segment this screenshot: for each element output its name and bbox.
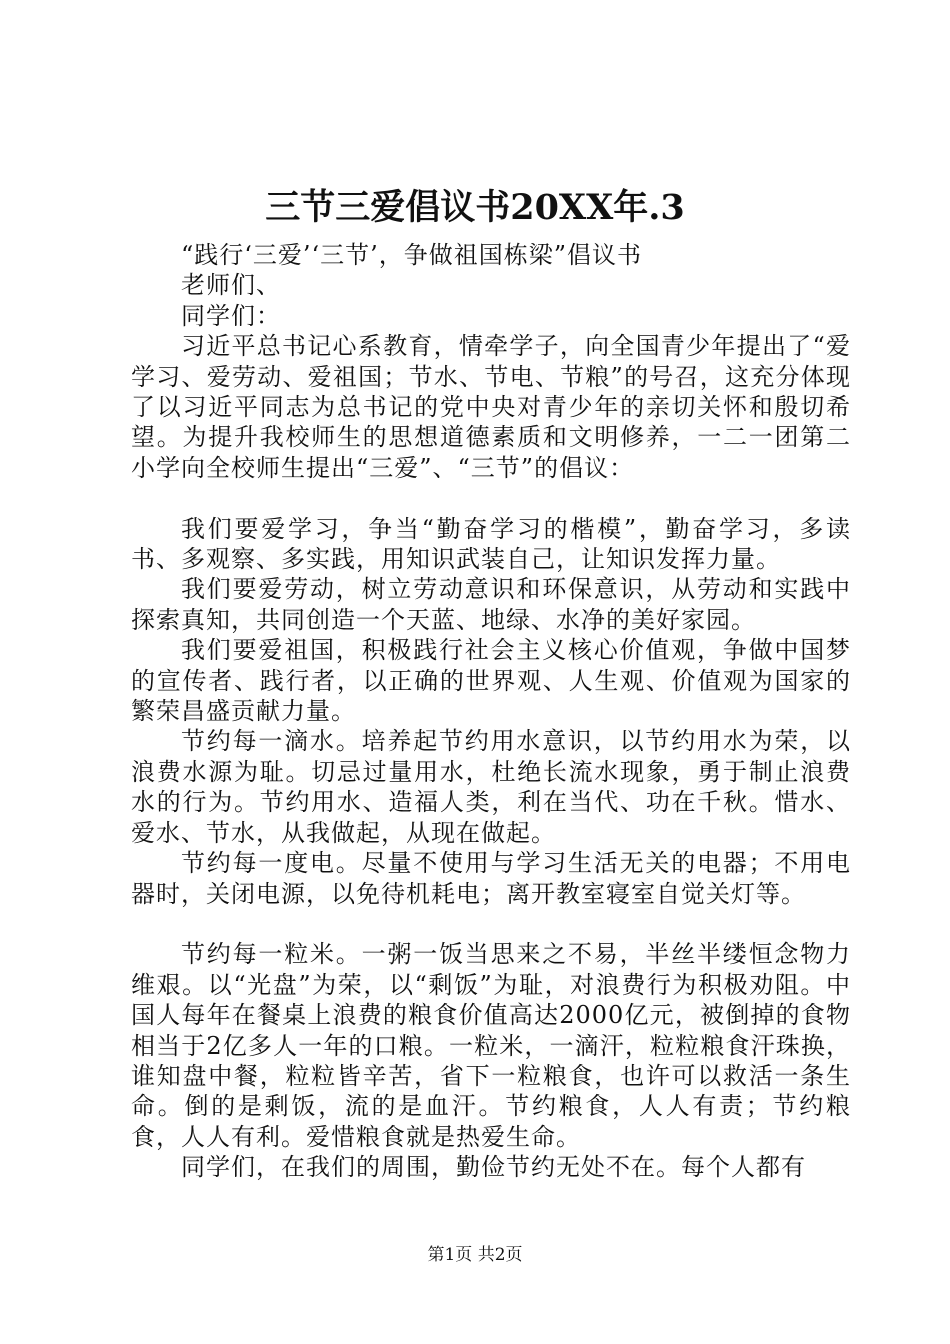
paragraph-closing: 同学们，在我们的周围，勤俭节约无处不在。每个人都有 bbox=[181, 1153, 806, 1182]
paragraph-love-country: 我们要爱祖国，积极践行社会主义核心价值观，争做中国梦的宣传者、践行者，以正确的世界观、人生观、价值观为国家的繁荣昌盛贡献力量。 bbox=[131, 636, 851, 726]
paragraph-save-electricity: 节约每一度电。尽量不使用与学习生活无关的电器；不用电器时，关闭电源，以免待机耗电；离开教室寝室自觉关灯等。 bbox=[131, 849, 851, 908]
paragraph-save-food: 节约每一粒米。一粥一饭当思来之不易，半丝半缕恒念物力维艰。以“光盘”为荣，以“剩饭”为耻，对浪费行为积极劝阻。中国人每年在餐桌上浪费的粮食价值高达2000亿元，被倒掉的食物相当于2亿多人一年的口粮。一粒米，一滴汗，粒粒粮食汗珠换，谁知盘中餐，粒粒皆辛苦，省下一粒粮食，也许可以救活一条生命。倒的是剩饭，流的是血汗。节约粮食，人人有责；节约粮食，人人有利。爱惜粮食就是热爱生命。 bbox=[131, 940, 851, 1151]
paragraph-intro: 习近平总书记心系教育，情牵学子，向全国青少年提出了“爱学习、爱劳动、爱祖国；节水、节电、节粮”的号召，这充分体现了以习近平同志为总书记的党中央对青少年的亲切关怀和殷切希望。为提升我校师生的思想道德素质和文明修养，一二一团第二小学向全校师生提出“三爱”、“三节”的倡议： bbox=[131, 332, 851, 482]
salutation-students: 同学们： bbox=[181, 301, 281, 330]
salutation-teachers: 老师们、 bbox=[181, 271, 281, 300]
page-number-footer: 第1页 共2页 bbox=[427, 1245, 523, 1265]
paragraph-gap bbox=[131, 909, 851, 939]
paragraph-save-water: 节约每一滴水。培养起节约用水意识，以节约用水为荣，以浪费水源为耻。切忌过量用水，杜绝长流水现象，勇于制止浪费水的行为。节约用水、造福人类，利在当代、功在千秋。惜水、爱水、节水，从我做起，从现在做起。 bbox=[131, 727, 851, 847]
paragraph-love-labor: 我们要爱劳动，树立劳动意识和环保意识，从劳动和实践中探索真知，共同创造一个天蓝、地绿、水净的美好家园。 bbox=[131, 575, 851, 634]
document-title: 三节三爱倡议书20XX年.3 bbox=[265, 187, 685, 228]
document-body bbox=[131, 240, 851, 1183]
paragraph-gap bbox=[131, 483, 851, 513]
proposal-heading: “践行‘三爱’‘三节’，争做祖国栋梁”倡议书 bbox=[181, 241, 643, 269]
paragraph-love-learning: 我们要爱学习，争当“勤奋学习的楷模”，勤奋学习，多读书、多观察、多实践，用知识武装自己，让知识发挥力量。 bbox=[131, 514, 851, 574]
